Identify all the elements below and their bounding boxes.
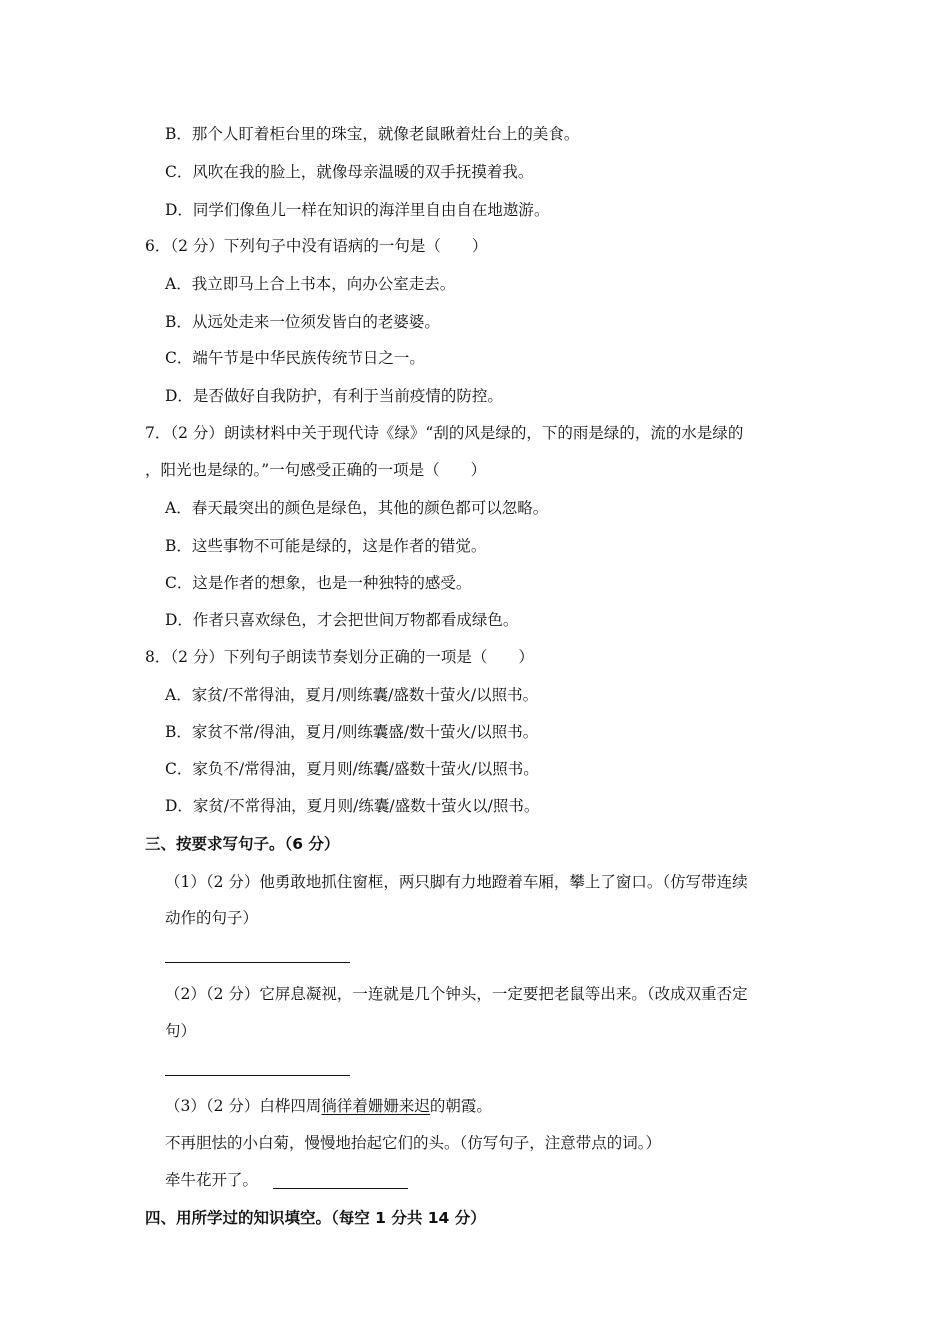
q8-stem: 8．（2 分）下列句子朗读节奏划分正确的一项是（ ） <box>145 648 534 666</box>
q7-stem-line2: ，阳光也是绿的。”一句感受正确的一项是（ ） <box>145 461 487 479</box>
section-3-title: 三、按要求写句子。（6 分） <box>145 835 340 853</box>
s3-item3-prefix: （3）（2 分）白桦四周 <box>165 1097 322 1115</box>
q5-option-c: C．风吹在我的脸上，就像母亲温暖的双手抚摸着我。 <box>165 163 534 181</box>
s3-item1-line1: （1）（2 分）他勇敢地抓住窗框，两只脚有力地蹬着车厢，攀上了窗口。（仿写带连续 <box>165 873 748 891</box>
answer-blank-3[interactable] <box>273 1188 408 1189</box>
s3-item2-line1: （2）（2 分）它屏息凝视，一连就是几个钟头，一定要把老鼠等出来。（改成双重否定 <box>165 985 748 1003</box>
section-4-title: 四、用所学过的知识填空。（每空 1 分共 14 分） <box>145 1209 486 1227</box>
q7-option-b: B．这些事物不可能是绿的，这是作者的错觉。 <box>165 537 487 555</box>
q6-option-b: B．从远处走来一位须发皆白的老婆婆。 <box>165 313 440 331</box>
q5-option-b: B．那个人盯着柜台里的珠宝，就像老鼠瞅着灶台上的美食。 <box>165 125 580 143</box>
q8-option-d: D．家贫/不常得油，夏月则/练囊/盛数十萤火以/照书。 <box>165 797 540 815</box>
q6-option-c: C．端午节是中华民族传统节日之一。 <box>165 349 425 367</box>
q8-option-c: C．家负不/常得油，夏月则/练囊/盛数十萤火/以照书。 <box>165 760 539 778</box>
s3-item1-line2: 动作的句子） <box>165 909 259 927</box>
q8-option-b: B．家贫不常/得油，夏月/则练囊盛/数十萤火/以照书。 <box>165 723 539 741</box>
s3-item3-underlined-phrase: 徜徉着姗姗来迟 <box>321 1097 430 1115</box>
q8-option-a: A．家贫/不常得油，夏月/则练囊/盛数十萤火/以照书。 <box>165 686 539 704</box>
s3-item3-line3: 牵牛花开了。 <box>165 1171 259 1189</box>
q7-option-c: C．这是作者的想象，也是一种独特的感受。 <box>165 574 472 592</box>
answer-blank-2[interactable] <box>165 1075 350 1076</box>
q7-option-a: A．春天最突出的颜色是绿色，其他的颜色都可以忽略。 <box>165 499 549 517</box>
q6-option-d: D．是否做好自我防护，有利于当前疫情的防控。 <box>165 387 503 405</box>
q7-option-d: D．作者只喜欢绿色，才会把世间万物都看成绿色。 <box>165 611 519 629</box>
q5-option-d: D．同学们像鱼儿一样在知识的海洋里自由自在地遨游。 <box>165 201 550 219</box>
q6-option-a: A．我立即马上合上书本，向办公室走去。 <box>165 275 456 293</box>
answer-blank-1[interactable] <box>165 962 350 963</box>
s3-item2-line2: 句） <box>165 1022 197 1040</box>
s3-item3-line2: 不再胆怯的小白菊，慢慢地抬起它们的头。（仿写句子，注意带点的词。） <box>165 1134 662 1152</box>
q6-stem: 6．（2 分）下列句子中没有语病的一句是（ ） <box>145 237 488 255</box>
s3-item3-line1 <box>165 1096 492 1116</box>
s3-item3-suffix: 的朝霞。 <box>429 1097 492 1115</box>
q7-stem-line1: 7．（2 分）朗读材料中关于现代诗《绿》“刮的风是绿的，下的雨是绿的，流的水是绿的 <box>145 424 744 442</box>
